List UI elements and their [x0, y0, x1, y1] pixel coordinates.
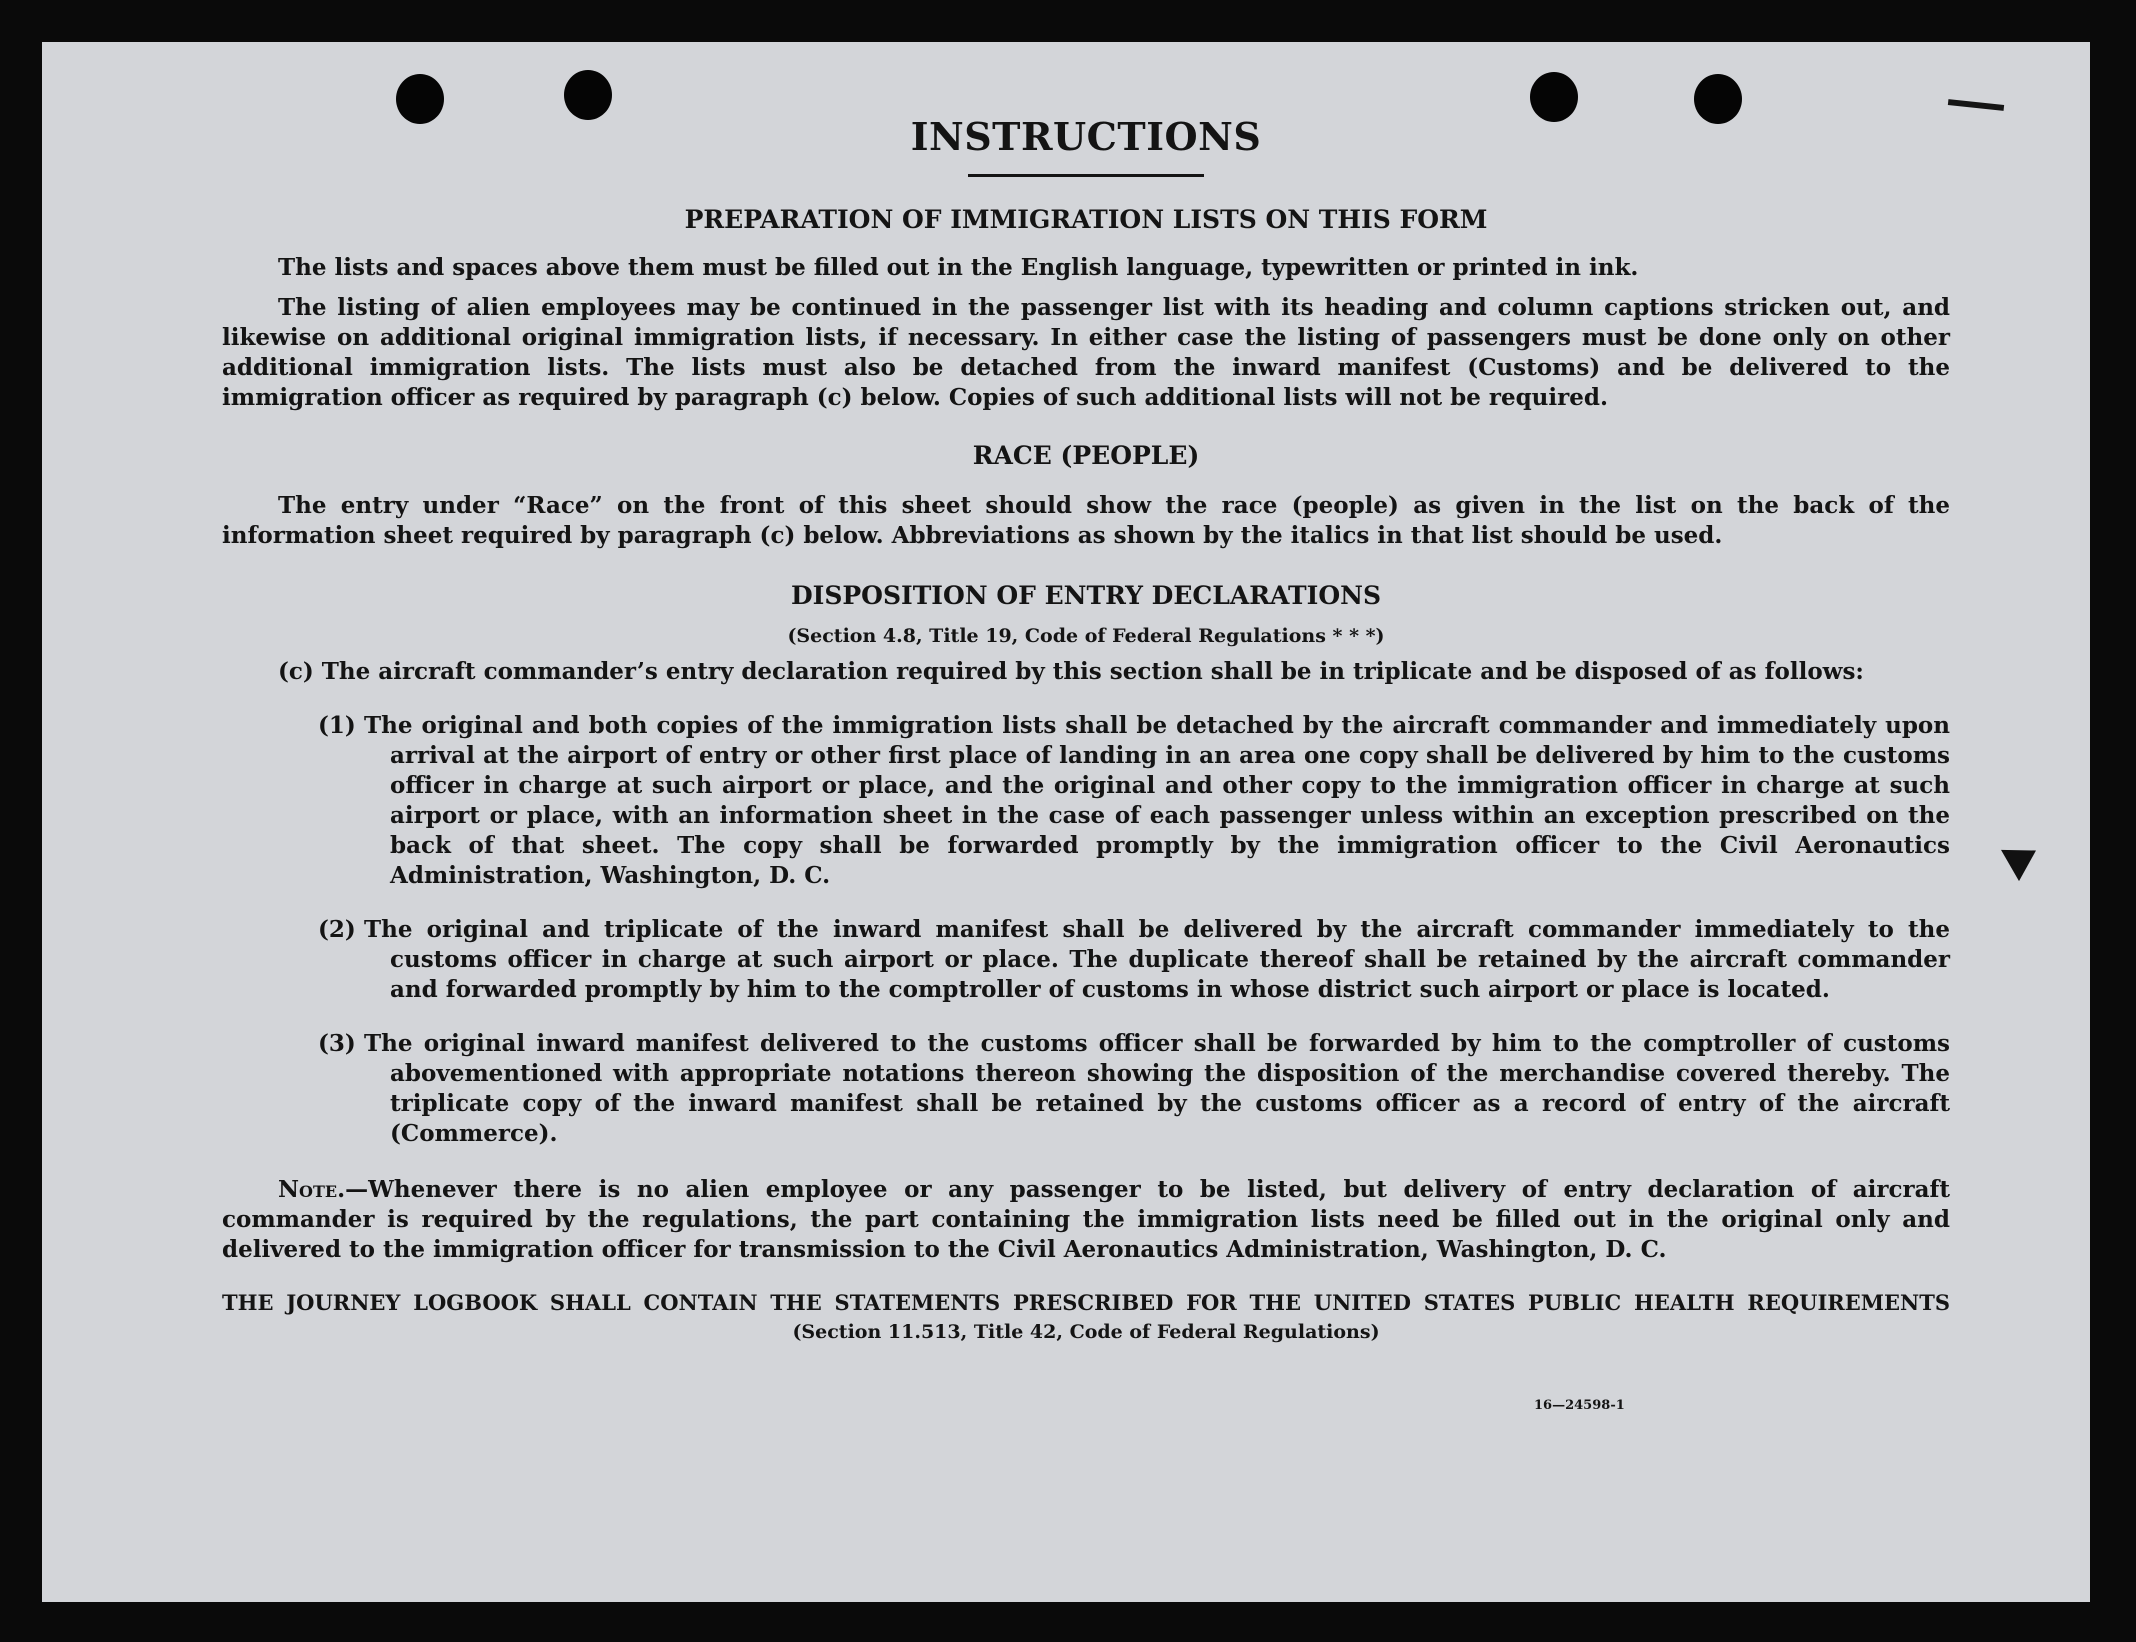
disposition-intro: (c) The aircraft commander’s entry declaration required by this section shall be in triplicate and be disposed of as follows: — [278, 658, 1864, 686]
punch-hole-2 — [564, 70, 612, 120]
page-title: INSTRUCTIONS — [910, 114, 1262, 159]
race-paragraph: The entry under “Race” on the front of this sheet should show the race (people) as given in the list on the back of the information sheet required by paragraph (c) below. Abbreviations as shown by the italics in that list should be used. — [222, 491, 1950, 549]
heading-disposition: DISPOSITION OF ENTRY DECLARATIONS — [790, 580, 1382, 610]
item-number: (2) — [318, 916, 356, 944]
item-text: The original and triplicate of the inward manifest shall be delivered by the aircraft commander immediately to the customs officer in charge at such airport or place. The duplicate thereof shall be retained by the aircraft commander and forwarded promptly by him to the comptroller of customs in whose district such airport or place is located. — [364, 916, 1950, 1004]
note-paragraph — [222, 1175, 1950, 1265]
note-label: Note. — [278, 1176, 346, 1204]
health-requirements-line: THE JOURNEY LOGBOOK SHALL CONTAIN THE STATEMENTS PRESCRIBED FOR THE UNITED STATES PUBLIC HEALTH REQUIREMENTS — [222, 1290, 1950, 1316]
preparation-paragraph-2: The listing of alien employees may be continued in the passenger list with its heading and column captions stricken out, and likewise on additional original immigration lists, if necessary. In either case the listing of passengers must be done only on other additional immigration lists. The lists must also be detached from the inward manifest (Customs) and be delivered to the immigration officer as required by paragraph (c) below. Copies of such additional lists will not be required. — [222, 293, 1950, 411]
disposition-item-3 — [318, 1029, 1950, 1149]
item-number: (1) — [318, 712, 356, 740]
title-rule — [968, 174, 1204, 177]
heading-race: RACE (PEOPLE) — [972, 440, 1200, 470]
disposition-citation: (Section 4.8, Title 19, Code of Federal Regulations * * *) — [787, 624, 1385, 647]
item-text: The original inward manifest delivered to the customs officer shall be forwarded by him to the comptroller of customs abovementioned with appropriate notations thereon showing the disposition of the merchandise covered thereby. The triplicate copy of the inward manifest shall be retained by the customs officer as a record of entry of the aircraft (Commerce). — [364, 1030, 1950, 1148]
corner-mark — [1948, 99, 2004, 111]
health-citation: (Section 11.513, Title 42, Code of Federal Regulations) — [792, 1321, 1380, 1344]
arrow-mark — [2001, 835, 2045, 881]
preparation-paragraph-1: The lists and spaces above them must be filled out in the English language, typewritten or printed in ink. — [278, 253, 1639, 281]
form-code: 16—24598-1 — [1534, 1398, 1625, 1413]
disposition-item-1 — [318, 711, 1950, 891]
heading-preparation: PREPARATION OF IMMIGRATION LISTS ON THIS FORM — [684, 204, 1488, 234]
instructions-content — [222, 114, 1950, 1344]
item-text: The original and both copies of the immigration lists shall be detached by the aircraft commander and immediately upon arrival at the airport of entry or other first place of landing in an area one copy shall be delivered by him to the customs officer in charge at such airport or place, and the original and other copy to the immigration officer in charge at such airport or place, with an information sheet in the case of each passenger unless within an exception prescribed on the back of that sheet. The copy shall be forwarded promptly by the immigration officer to the Civil Aeronautics Administration, Washington, D. C. — [364, 712, 1950, 890]
document-sheet — [42, 42, 2090, 1602]
note-text: —Whenever there is no alien employee or any passenger to be listed, but delivery of entry declaration of aircraft commander is required by the regulations, the part containing the immigration lists need be filled out in the original only and delivered to the immigration officer for transmission to the Civil Aeronautics Administration, Washington, D. C. — [222, 1176, 1950, 1264]
item-number: (3) — [318, 1030, 356, 1058]
disposition-item-2 — [318, 915, 1950, 1005]
